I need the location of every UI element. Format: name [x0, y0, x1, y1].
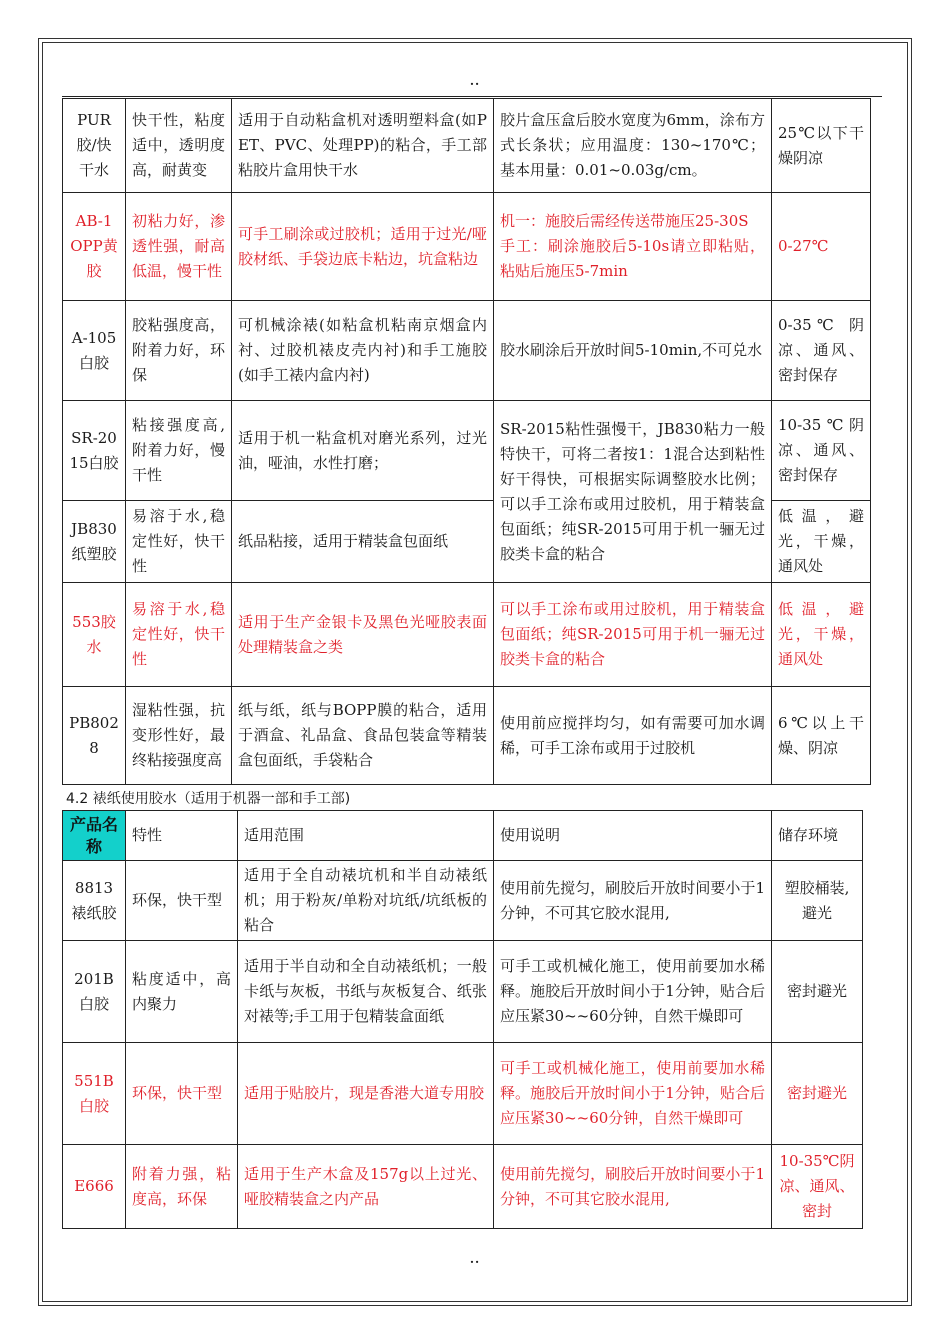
- product-name: 201B白胶: [63, 941, 126, 1043]
- product-storage: 6℃以上干燥、阴凉: [772, 687, 871, 785]
- product-name: 553胶水: [63, 583, 126, 687]
- table-row: [63, 583, 871, 687]
- header-storage: 储存环境: [772, 811, 863, 861]
- table-row: [63, 401, 871, 501]
- header-product-name: 产品名称: [63, 811, 126, 861]
- product-storage: 塑胶桶装,避光: [772, 861, 863, 941]
- product-name: A-105白胶: [63, 301, 126, 401]
- product-name: 8813裱纸胶: [63, 861, 126, 941]
- product-name: SR-2015白胶: [63, 401, 126, 501]
- product-usage: 使用前应搅拌均匀，如有需要可加水调稀，可手工涂布或用于过胶机: [494, 687, 772, 785]
- product-scope: 适用于机一粘盒机对磨光系列，过光油，哑油，水性打磨；: [232, 401, 494, 501]
- product-usage: 可手工或机械化施工，使用前要加水稀释。施胶后开放时间小于1分钟，贴合后应压紧30~~60分钟，自然干燥即可: [494, 1043, 772, 1145]
- product-feature: 胶粘强度高，附着力好，环保: [126, 301, 232, 401]
- product-name: PB8028: [63, 687, 126, 785]
- header-feature: 特性: [126, 811, 238, 861]
- usage-machine: 机一：施胶后需经传送带施压25-30S: [500, 212, 749, 230]
- section-title: 4.2 裱纸使用胶水（适用于机器一部和手工部): [66, 791, 351, 807]
- product-usage: 可手工或机械化施工，使用前要加水稀释。施胶后开放时间小于1分钟，贴合后应压紧30~~60分钟，自然干燥即可: [494, 941, 772, 1043]
- product-scope: 可手工刷涂或过胶机；适用于过光/哑胶材纸、手袋边底卡粘边，坑盒粘边: [232, 193, 494, 301]
- footer-dots: ..: [469, 1252, 481, 1266]
- product-feature: 粘接强度高,附着力好，慢干性: [126, 401, 232, 501]
- table-row: [63, 1043, 863, 1145]
- product-feature: 环保，快干型: [126, 861, 238, 941]
- product-storage: 密封避光: [772, 941, 863, 1043]
- product-usage: SR-2015粘性强慢干，JB830粘力一般特快干，可将二者按1：1混合达到粘性好干得快，可根据实际调整胶水比例；可以手工涂布或用过胶机，用于精装盒包面纸；纯SR-2015可用于机一骊无过胶类卡盒的粘合: [494, 401, 772, 583]
- product-scope: 适用于半自动和全自动裱纸机；一般卡纸与灰板，书纸与灰板复合、纸张对裱等;手工用于包精装盒面纸: [238, 941, 494, 1043]
- header-scope: 适用范围: [238, 811, 494, 861]
- product-storage: 25℃以下干燥阴凉: [772, 99, 871, 193]
- product-name: E666: [63, 1145, 126, 1229]
- table-row: [63, 941, 863, 1043]
- product-storage: 0-35℃ 阴凉、通风、密封保存: [772, 301, 871, 401]
- product-feature: 易溶于水,稳定性好，快干性: [126, 583, 232, 687]
- product-storage: 10-35℃阴凉、通风、密封保存: [772, 401, 871, 501]
- product-feature: 快干性，粘度适中，透明度高，耐黄变: [126, 99, 232, 193]
- product-name: PUR胶/快干水: [63, 99, 126, 193]
- header-dots: ..: [469, 74, 481, 88]
- product-storage: 低温，避光，干燥，通风处: [772, 583, 871, 687]
- glue-table-2: [62, 810, 863, 1229]
- product-scope: 纸品粘接，适用于精装盒包面纸: [232, 501, 494, 583]
- product-scope: 适用于自动粘盒机对透明塑料盒(如PET、PVC、处理PP)的粘合，手工部粘胶片盒用快干水: [232, 99, 494, 193]
- product-scope: 纸与纸，纸与BOPP膜的粘合，适用于酒盒、礼品盒、食品包装盒等精装盒包面纸，手袋粘合: [232, 687, 494, 785]
- table-row: [63, 1145, 863, 1229]
- header-rule: [62, 96, 882, 97]
- product-storage: 0-27℃: [772, 193, 871, 301]
- product-storage: 低温，避光，干燥，通风处: [772, 501, 871, 583]
- product-feature: 附着力强，粘度高，环保: [126, 1145, 238, 1229]
- glue-table-1: [62, 98, 871, 785]
- product-storage: 10-35℃阴凉、通风、密封: [772, 1145, 863, 1229]
- product-scope: 适用于生产金银卡及黑色光哑胶表面处理精装盒之类: [232, 583, 494, 687]
- product-name: 551B白胶: [63, 1043, 126, 1145]
- table-row: [63, 861, 863, 941]
- table-row: [63, 99, 871, 193]
- header-usage: 使用说明: [494, 811, 772, 861]
- product-feature: 易溶于水,稳定性好，快干性: [126, 501, 232, 583]
- product-feature: 湿粘性强，抗变形性好，最终粘接强度高: [126, 687, 232, 785]
- product-feature: 初粘力好，渗透性强，耐高低温，慢干性: [126, 193, 232, 301]
- product-usage: [494, 193, 772, 301]
- table-row: [63, 301, 871, 401]
- product-scope: 适用于贴胶片，现是香港大道专用胶: [238, 1043, 494, 1145]
- table-header-row: [63, 811, 863, 861]
- product-feature: 粘度适中，高内聚力: [126, 941, 238, 1043]
- table-row: [63, 193, 871, 301]
- product-scope: 适用于生产木盒及157g以上过光、哑胶精装盒之内产品: [238, 1145, 494, 1229]
- product-scope: 可机械涂裱(如粘盒机粘南京烟盒内衬、过胶机裱皮壳内衬)和手工施胶(如手工裱内盒内衬): [232, 301, 494, 401]
- product-name: JB830纸塑胶: [63, 501, 126, 583]
- product-usage: 胶水刷涂后开放时间5-10min,不可兑水: [494, 301, 772, 401]
- product-name: AB-1 OPP黄胶: [63, 193, 126, 301]
- product-scope: 适用于全自动裱坑机和半自动裱纸机；用于粉灰/单粉对坑纸/坑纸板的粘合: [238, 861, 494, 941]
- product-storage: 密封避光: [772, 1043, 863, 1145]
- product-usage: 胶片盒压盒后胶水宽度为6mm，涂布方式长条状；应用温度：130~170℃；基本用量：0.01~0.03g/cm。: [494, 99, 772, 193]
- product-usage: 使用前先搅匀，刷胶后开放时间要小于1分钟，不可其它胶水混用,: [494, 861, 772, 941]
- product-feature: 环保，快干型: [126, 1043, 238, 1145]
- table-row: [63, 687, 871, 785]
- usage-manual: 手工：刷涂施胶后5-10s请立即粘贴，粘贴后施压5-7min: [500, 237, 765, 280]
- product-usage: 可以手工涂布或用过胶机，用于精装盒包面纸；纯SR-2015可用于机一骊无过胶类卡盒的粘合: [494, 583, 772, 687]
- product-usage: 使用前先搅匀，刷胶后开放时间要小于1分钟，不可其它胶水混用,: [494, 1145, 772, 1229]
